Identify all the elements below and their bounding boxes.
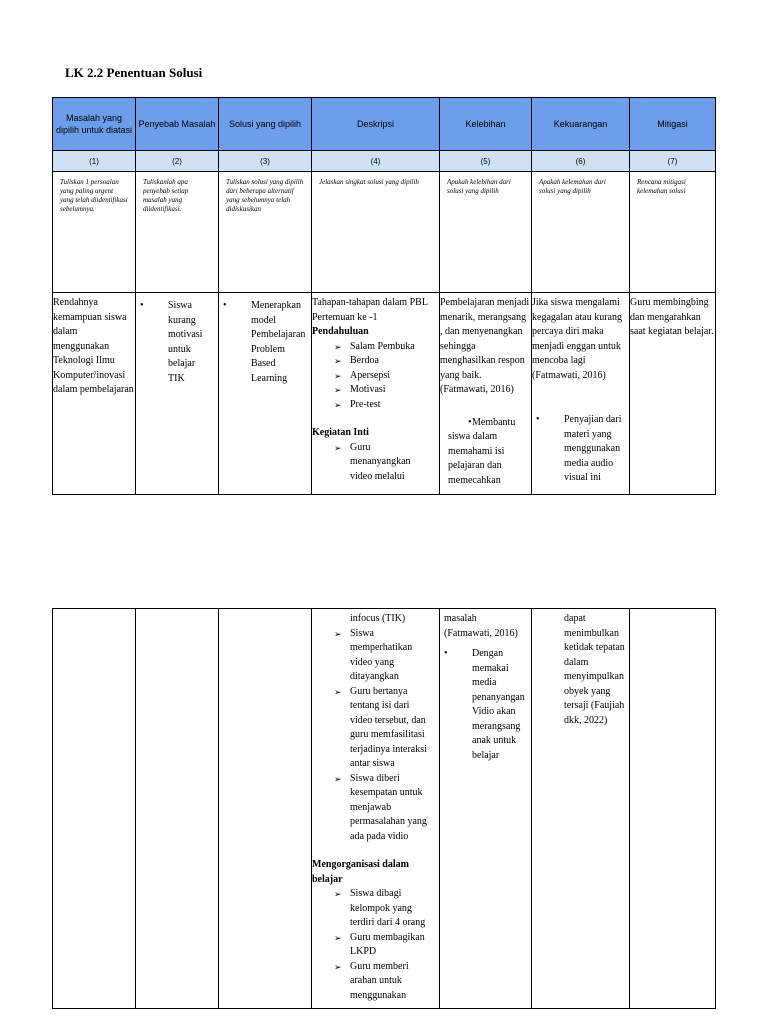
instruction-cell: Tuliskan 1 persoalan yang paling urgent yang telah diidentifikasi sebelumnya. <box>53 172 136 293</box>
cell-masalah <box>53 609 136 1009</box>
deskripsi-meeting: Pertemuan ke -1 <box>312 311 378 323</box>
kegiatan-inti-heading: Kegiatan Inti <box>312 427 369 438</box>
cell-penyebab <box>136 293 219 495</box>
list-item: ➢ Guru menanyangkan video melalui <box>312 441 425 485</box>
column-number: (4) <box>312 151 440 172</box>
header-penyebab: Penyebab Masalah <box>136 98 219 151</box>
cell-kelebihan <box>440 609 532 1009</box>
number-row <box>53 151 716 172</box>
column-number: (6) <box>532 151 630 172</box>
list-item: ➢ Guru memberi arahan untuk menggunakan <box>312 960 433 1004</box>
list-item: ➢ Apersepsi <box>312 369 439 384</box>
list-item: ➢ Guru membagikan LKPD <box>312 931 433 960</box>
masalah-text: Rendahnya kemampuan siswa dalam menggunakan Teknologi Ilmu Komputer/inovasi dalam pembelajaran <box>53 297 134 395</box>
list-item: • Siswa kurang motivasi untuk belajar TIK <box>136 299 212 386</box>
list-item: • Membantu siswa dalam memahami isi pelajaran dan memecahkan <box>440 416 525 489</box>
list-item: ➢ Guru bertanya tentang isi dari video tersebut, dan guru memfasilitasi terjadinya interaksi antar siswa <box>312 685 433 772</box>
instruction-cell: Tuliskan solusi yang dipilih dari beberapa alternatif yang sebelumnya telah didiskusikan <box>219 172 312 293</box>
list-item: ➢ Siswa diberi kesempatan untuk menjawab permasalahan yang ada pada vidio <box>312 772 433 845</box>
column-number: (7) <box>630 151 716 172</box>
header-solusi: Solusi yang dipilih <box>219 98 312 151</box>
header-mitigasi: Mitigasi <box>630 98 716 151</box>
worksheet-title: LK 2.2 Penentuan Solusi <box>65 65 203 80</box>
kelebihan-text: Pembelajaran menjadi menarik, merangsang , dan menyenangkan sehingga menghasilkan respon yang baik. (Fatmawati, 2016) <box>440 297 530 395</box>
mitigasi-text: Guru membingbing dan mengarahkan saat kegiatan belajar. <box>630 297 714 337</box>
instruction-cell: Tuliskanlah apa penyebab setiap masalah yang diidentifikasi. <box>136 172 219 293</box>
cell-masalah <box>53 293 136 495</box>
solution-table-part-2 <box>52 608 716 1009</box>
cell-mitigasi <box>630 293 716 495</box>
list-item: ➢ Siswa dibagi kelompok yang terdiri dari 4 orang <box>312 887 433 931</box>
column-number: (1) <box>53 151 136 172</box>
column-number: (2) <box>136 151 219 172</box>
cell-kekurangan <box>532 293 630 495</box>
deskripsi-intro: Tahapan-tahapan dalam PBL <box>312 297 428 308</box>
header-kelebihan: Kelebihan <box>440 98 532 151</box>
list-item: ➢ Pre-test <box>312 398 439 413</box>
header-masalah: Masalah yang dipilih untuk diatasi <box>53 98 136 151</box>
column-number: (5) <box>440 151 532 172</box>
cell-kekurangan <box>532 609 630 1009</box>
cell-solusi <box>219 293 312 495</box>
pendahuluan-heading: Pendahuluan <box>312 326 369 337</box>
cell-mitigasi <box>630 609 716 1009</box>
list-item: ➢ Motivasi <box>312 383 439 398</box>
cell-deskripsi <box>312 293 440 495</box>
column-number: (3) <box>219 151 312 172</box>
kekurangan-continued: dapat menimbulkan ketidak tepatan dalam menyimpulkan obyek yang tersaji (Faujiah dkk, 2022) <box>564 613 625 726</box>
instruction-cell: Apakah kelebihan dari solusi yang dipilih <box>440 172 532 293</box>
header-deskripsi: Deskripsi <box>312 98 440 151</box>
list-item: ➢ Berdoa <box>312 354 439 369</box>
cell-kelebihan <box>440 293 532 495</box>
instruction-cell: Apakah kelemahan dari solusi yang dipilih <box>532 172 630 293</box>
cell-solusi <box>219 609 312 1009</box>
cell-deskripsi <box>312 609 440 1009</box>
instruction-row <box>53 172 716 293</box>
list-item: • Penyajian dari materi yang menggunakan media audio visual ini <box>532 413 629 486</box>
list-item: ➢ Salam Pembuka <box>312 340 439 355</box>
deskripsi-continued: infocus (TIK) <box>350 613 406 624</box>
cell-penyebab <box>136 609 219 1009</box>
content-row-continued <box>53 609 716 1009</box>
instruction-cell: Rencana mitigasi kelemahan solusi <box>630 172 716 293</box>
list-item: • Menerapkan model Pembelajaran Problem Based Learning <box>219 299 311 386</box>
kelebihan-continued: masalah (Fatmawati, 2016) <box>444 613 518 639</box>
content-row <box>53 293 716 495</box>
header-kekurangan: Kekuarangan <box>532 98 630 151</box>
solution-table-part-1 <box>52 97 716 495</box>
list-item: ➢ Siswa memperhatikan video yang ditayangkan <box>312 627 433 685</box>
list-item: • Dengan memakai media penanyangan Vidio akan merangsang anak untuk belajar <box>440 647 531 763</box>
instruction-cell: Jelaskan singkat solusi yang dipilih <box>312 172 440 293</box>
header-row <box>53 98 716 151</box>
organisasi-heading: Mengorganisasi dalam belajar <box>312 859 409 885</box>
kekurangan-text: Jika siswa mengalami kegagalan atau kurang percaya diri maka menjadi enggan untuk mencoba lagi (Fatmawati, 2016) <box>532 297 622 381</box>
